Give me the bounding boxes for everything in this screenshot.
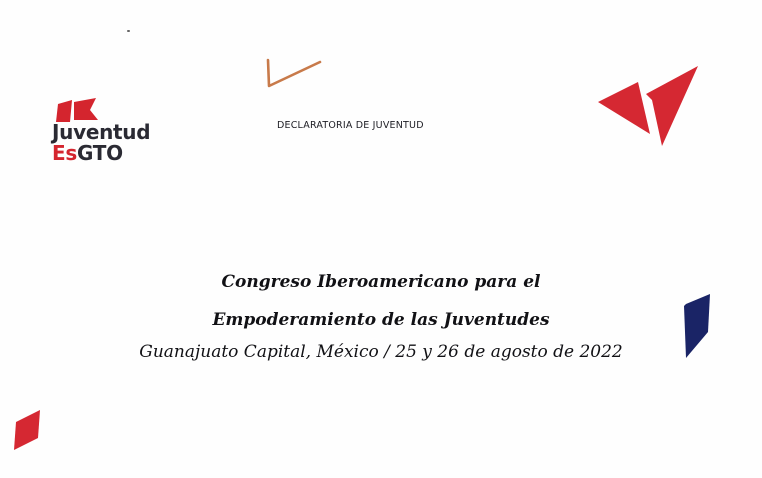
logo-text-juventud: Juventud (52, 120, 151, 144)
congress-title-line-2: Empoderamiento de las Juventudes (212, 310, 550, 330)
logo-text-es: Es (52, 141, 77, 165)
decorative-check-icon (262, 58, 326, 92)
scan-speck (127, 30, 130, 32)
juventud-esgto-logo (50, 98, 180, 170)
congress-location-date: Guanajuato Capital, México / 25 y 26 de agosto de 2022 (139, 342, 623, 362)
logo-text-esgto (52, 141, 123, 165)
decorative-red-parallelogram-icon (10, 408, 42, 450)
congress-title-line-1: Congreso Iberoamericano para el (221, 272, 541, 292)
logo-text-gto: GTO (76, 141, 123, 165)
document-header-label: DECLARATORIA DE JUVENTUD (277, 120, 424, 131)
decorative-red-triangles-icon (592, 64, 702, 148)
